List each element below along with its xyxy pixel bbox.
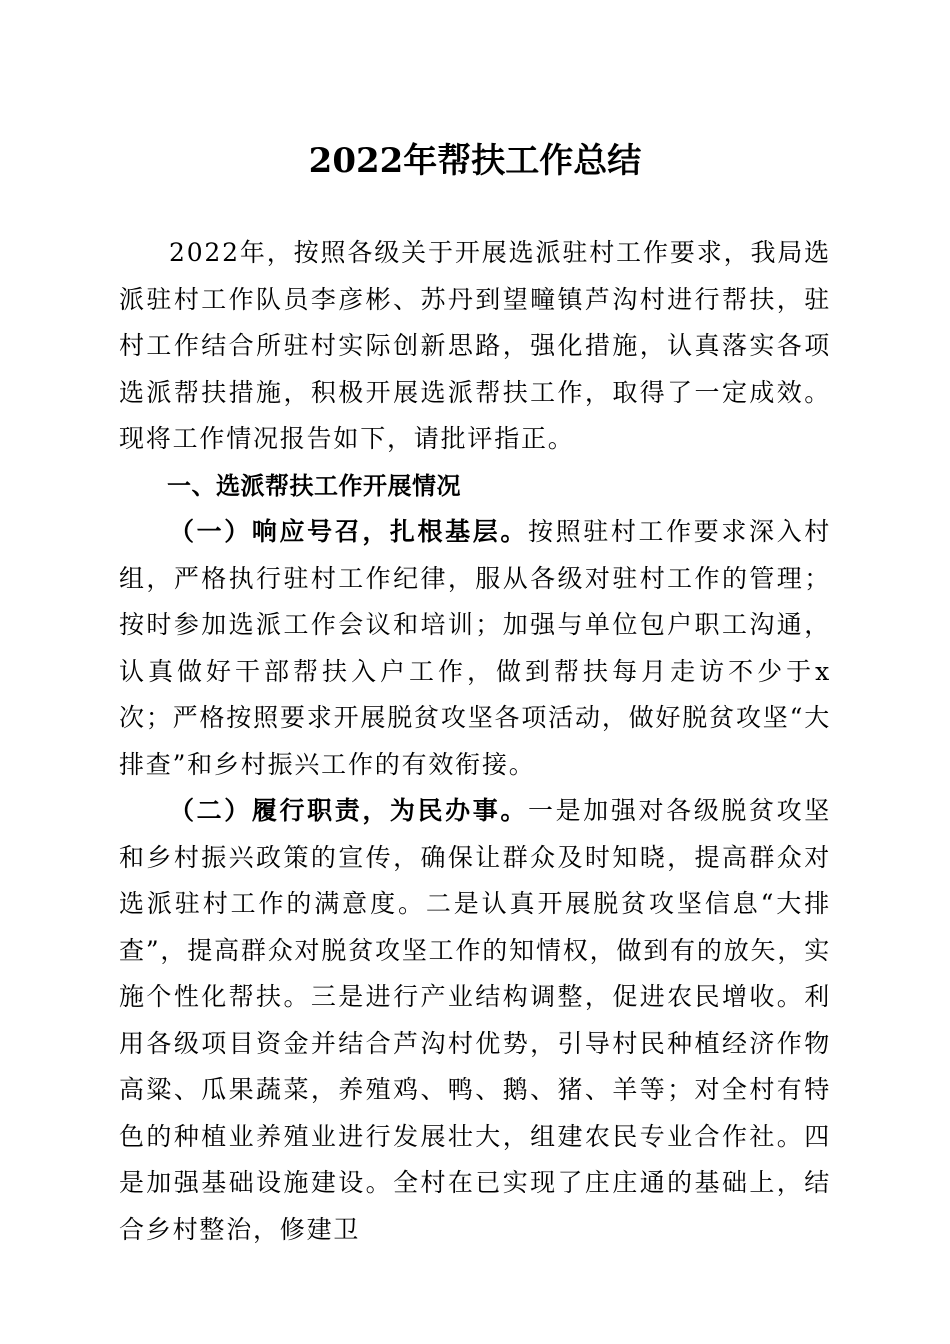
item-2-lead: （二）履行职责，为民办事。 xyxy=(169,796,529,825)
document-title: 2022年帮扶工作总结 xyxy=(308,141,642,181)
intro-paragraph: 2022年，按照各级关于开展选派驻村工作要求，我局选派驻村工作队员李彦彬、苏丹到望疃镇芦沟村进行帮扶，驻村工作结合所驻村实际创新思路，强化措施，认真落实各项选派帮扶措施，积极开展选派帮扶工作，取得了一定成效。现将工作情况报告如下，请批评指正。 xyxy=(119,238,831,453)
item-2-paragraph xyxy=(119,788,831,1253)
item-1-lead: （一）响应号召，扎根基层。 xyxy=(169,517,529,546)
document-body xyxy=(119,230,831,1253)
item-1-paragraph xyxy=(119,509,831,788)
section-heading: 一、选派帮扶工作开展情况 xyxy=(167,471,461,500)
item-1-text: 按照驻村工作要求深入村组，严格执行驻村工作纪律，服从各级对驻村工作的管理；按时参加选派工作会议和培训；加强与单位包户职工沟通，认真做好干部帮扶入户工作，做到帮扶每月走访不少于x次；严格按照要求开展脱贫攻坚各项活动，做好脱贫攻坚“大排查”和乡村振兴工作的有效衔接。 xyxy=(119,517,831,779)
item-2-text: 一是加强对各级脱贫攻坚和乡村振兴政策的宣传，确保让群众及时知晓，提高群众对选派驻村工作的满意度。二是认真开展脱贫攻坚信息“大排查”，提高群众对脱贫攻坚工作的知情权，做到有的放矢，实施个性化帮扶。三是进行产业结构调整，促进农民增收。利用各级项目资金并结合芦沟村优势，引导村民种植经济作物高粱、瓜果蔬菜，养殖鸡、鸭、鹅、猪、羊等；对全村有特色的种植业养殖业进行发展壮大，组建农民专业合作社。四是加强基础设施建设。全村在已实现了庄庄通的基础上，结合乡村整治，修建卫 xyxy=(119,796,831,1244)
